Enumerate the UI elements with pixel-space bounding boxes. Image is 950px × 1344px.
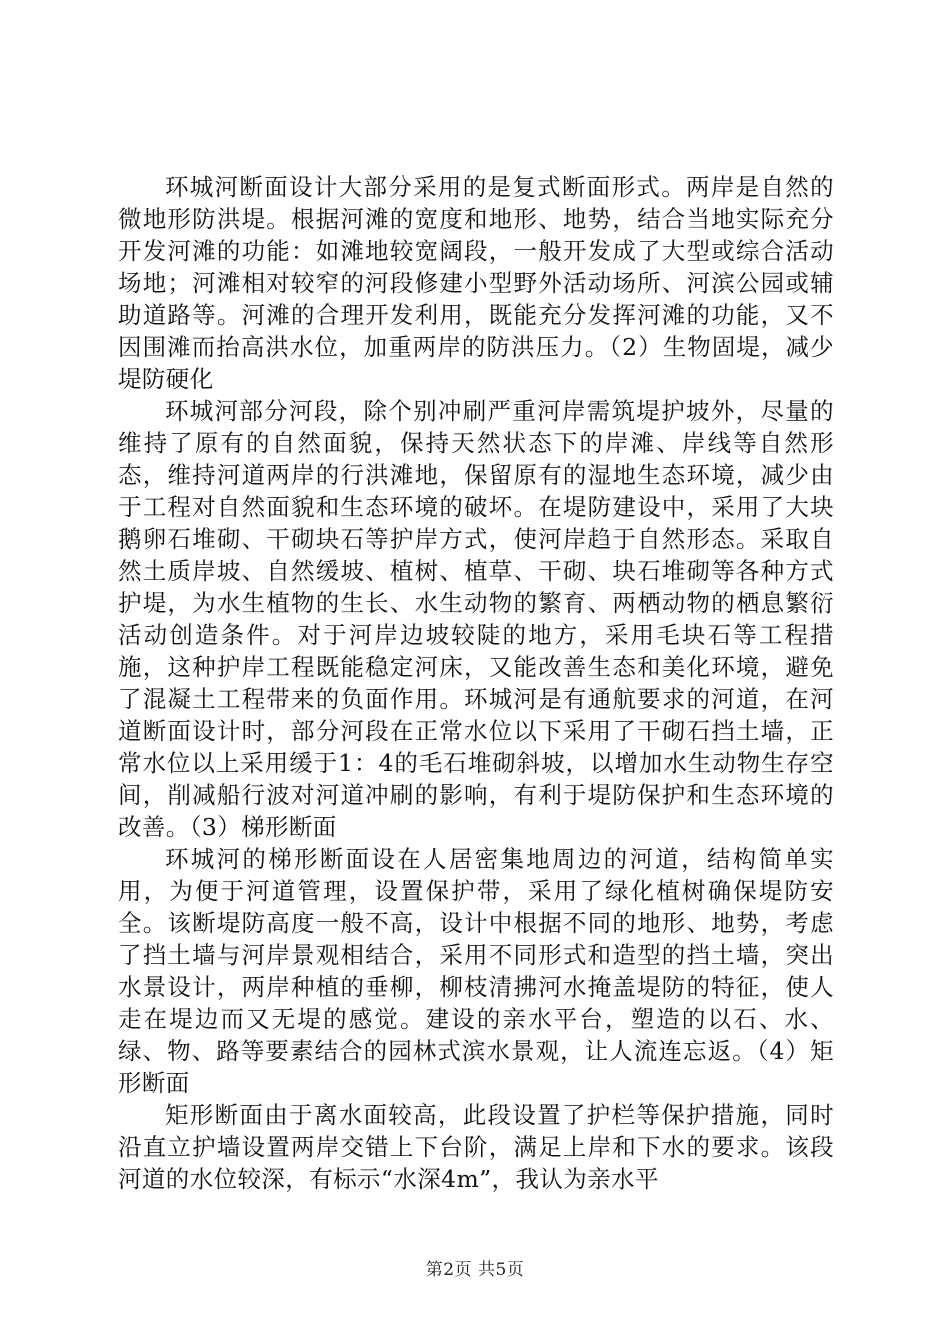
paragraph-bio-embankment: 环城河部分河段，除个别冲刷严重河岸需筑堤护坡外，尽量的维持了原有的自然面貌，保持天然状态下的岸滩、岸线等自然形态，维持河道两岸的行洪滩地，保留原有的湿地生态环境，减少由于工程对自然面貌和生态环境的破坏。在堤防建设中，采用了大块鹅卵石堆砌、干砌块石等护岸方式，使河岸趋于自然形态。采取自然土质岸坡、自然缓坡、植树、植草、干砌、块石堆砌等各种方式护堤，为水生植物的生长、水生动物的繁育、两栖动物的栖息繁衍活动创造条件。对于河岸边坡较陡的地方，采用毛块石等工程措施，这种护岸工程既能稳定河床，又能改善生态和美化环境，避免了混凝土工程带来的负面作用。环城河是有通航要求的河道，在河道断面设计时，部分河段在正常水位以下采用了干砌石挡土墙，正常水位以上采用缓于1：4的毛石堆砌斜坡，以增加水生动物生存空间，削减船行波对河道冲刷的影响，有利于堤防保护和生态环境的改善。（3）梯形断面 bbox=[118, 397, 834, 841]
document-body bbox=[118, 171, 834, 1195]
paragraph-trapezoid-section: 环城河的梯形断面设在人居密集地周边的河道，结构简单实用，为便于河道管理，设置保护带，采用了绿化植树确保堤防安全。该断堤防高度一般不高，设计中根据不同的地形、地势，考虑了挡土墙与河岸景观相结合，采用不同形式和造型的挡土墙，突出水景设计，两岸种植的垂柳，柳枝清拂河水掩盖堤防的特征，使人走在堤边而又无堤的感觉。建设的亲水平台，塑造的以石、水、绿、物、路等要素结合的园林式滨水景观，让人流连忘返。（4）矩形断面 bbox=[118, 845, 834, 1097]
paragraph-compound-section: 环城河断面设计大部分采用的是复式断面形式。两岸是自然的微地形防洪堤。根据河滩的宽度和地形、地势，结合当地实际充分开发河滩的功能：如滩地较宽阔段，一般开发成了大型或综合活动场地；河滩相对较窄的河段修建小型野外活动场所、河滨公园或辅助道路等。河滩的合理开发利用，既能充分发挥河滩的功能，又不因围滩而抬高洪水位，加重两岸的防洪压力。（2）生物固堤，减少堤防硬化 bbox=[118, 173, 834, 393]
paragraph-rectangle-section: 矩形断面由于离水面较高，此段设置了护栏等保护措施，同时沿直立护墙设置两岸交错上下台阶，满足上岸和下水的要求。该段河道的水位较深，有标示“水深4m”，我认为亲水平 bbox=[118, 1101, 834, 1193]
page-footer: 第2页 共5页 bbox=[425, 1260, 525, 1280]
